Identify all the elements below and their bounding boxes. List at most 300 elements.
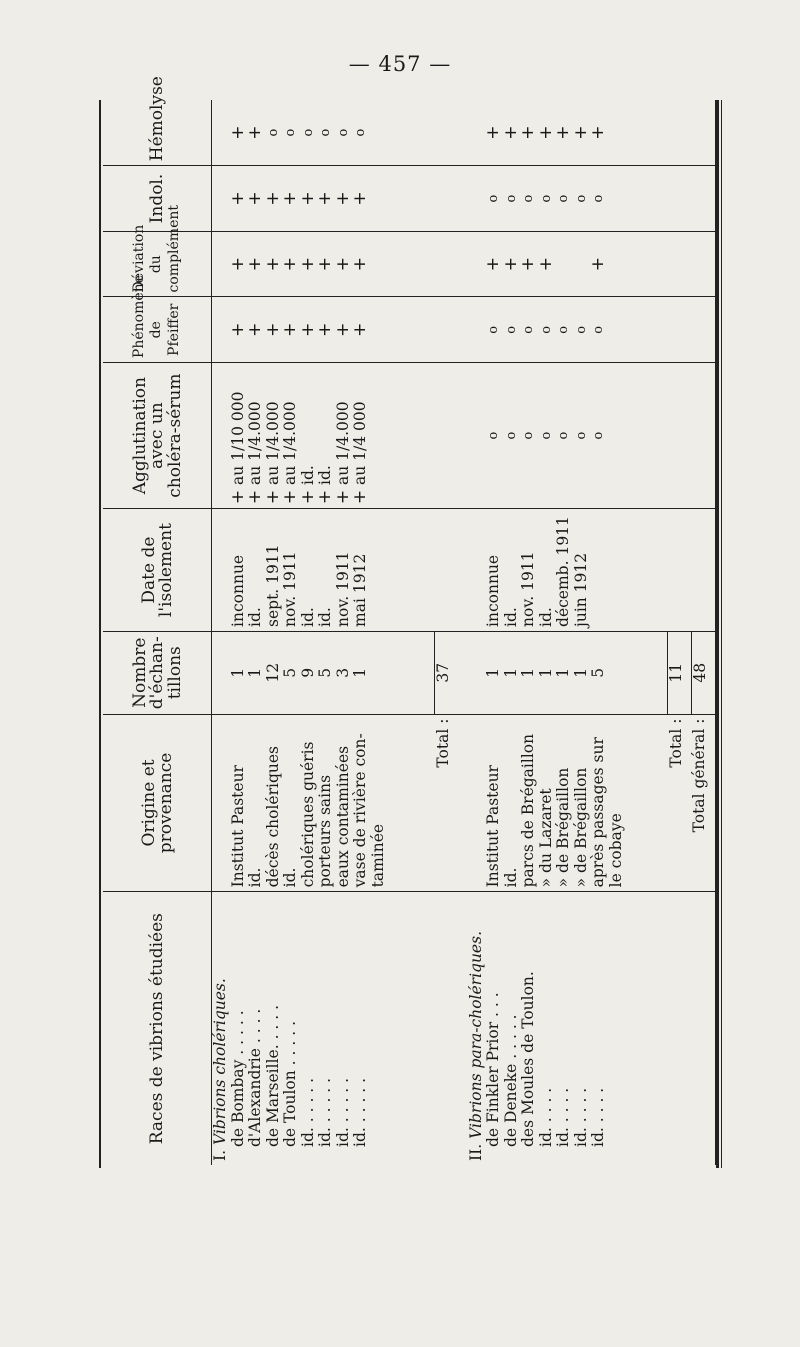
blank-line	[468, 301, 486, 358]
row-deviation: +	[280, 257, 300, 272]
blank-line	[212, 236, 230, 293]
row-indol: +	[350, 191, 370, 206]
row-date: mai 1912	[351, 553, 369, 627]
spacer-cell	[458, 100, 468, 166]
group-row-group2	[468, 100, 668, 1165]
row-deviation: +	[332, 257, 353, 272]
group-row-group1	[212, 100, 435, 1165]
header-origine-line: provenance	[156, 752, 176, 854]
row-race: id. . . . .	[589, 1087, 607, 1147]
blank-line	[370, 513, 388, 627]
blank-line	[212, 513, 230, 627]
agg-sign: +	[315, 489, 335, 505]
row-agglutination: o	[591, 431, 606, 440]
row-race: de Toulon . . . . .	[281, 1020, 299, 1147]
agg-sign: +	[332, 489, 353, 505]
blank-line	[212, 719, 230, 888]
filler-cell	[716, 892, 718, 1165]
header-deviation-line: Déviation	[130, 224, 147, 293]
row-indol: +	[245, 191, 265, 206]
row-date: nov. 1911	[519, 551, 537, 627]
cell-hemolyse	[468, 100, 668, 166]
grand-total-cell	[691, 100, 716, 166]
row-origine: id.	[501, 867, 520, 888]
row-race: id. . . . .	[536, 1087, 555, 1147]
header-deviation	[103, 204, 212, 297]
row-indol: o	[591, 194, 606, 203]
total-cell-races	[668, 892, 691, 1165]
header-date	[103, 509, 212, 632]
blank-line	[370, 636, 388, 710]
row-agglutination: o	[556, 431, 571, 440]
row-indol: o	[573, 194, 589, 203]
row-race: des Moules de Toulon.	[519, 971, 537, 1147]
row-deviation: +	[297, 257, 318, 272]
row-origine: taminée	[368, 823, 387, 888]
blank-line	[468, 513, 486, 627]
row-origine: id.	[281, 867, 299, 888]
grand-total-cell	[691, 509, 716, 632]
row-deviation: +	[227, 257, 248, 272]
row-indol: +	[280, 191, 300, 206]
cell-races	[212, 892, 435, 1165]
row-indol: o	[503, 194, 519, 203]
row-agglutination	[227, 367, 248, 505]
blank-line	[212, 170, 230, 227]
row-origine: décès cholériques	[263, 746, 282, 888]
row-deviation: +	[535, 257, 556, 272]
cell-pfeiffer	[212, 297, 435, 363]
group-title-text: Vibrions para-cholériques.	[466, 931, 485, 1139]
group-title	[468, 896, 486, 1161]
row-date: id.	[501, 607, 520, 627]
row-agglutination	[332, 367, 353, 505]
agg-value: id.	[298, 465, 317, 485]
row-race: id. . . . .	[554, 1087, 572, 1147]
spacer-cell	[458, 363, 468, 509]
row-hemolyse: +	[483, 125, 503, 140]
row-hemolyse: +	[570, 125, 591, 140]
row-race: id. . . . .	[571, 1087, 590, 1147]
header-races-label: Races de vibrions étudiées	[146, 913, 167, 1145]
blank-line	[435, 170, 453, 227]
row-date: id.	[536, 607, 555, 627]
blank-line	[668, 236, 686, 293]
row-agglutination	[352, 367, 370, 504]
blank-line	[668, 170, 686, 227]
blank-line	[691, 236, 709, 293]
blank-line	[691, 896, 709, 1161]
row-nombre: 1	[351, 667, 369, 678]
spacer-cell	[458, 714, 468, 892]
blank-line	[435, 513, 453, 627]
cell-date	[212, 509, 435, 632]
filler-cell	[716, 714, 718, 892]
row-pfeiffer: o	[538, 325, 554, 334]
filler-cell	[716, 363, 718, 509]
total-cell-origine	[435, 714, 458, 892]
row-pfeiffer: +	[227, 322, 248, 337]
row-pfeiffer: o	[591, 325, 606, 334]
blank-line	[608, 170, 626, 227]
cell-nombre	[468, 631, 668, 714]
header-pfeiffer-line: Pfeiffer	[165, 303, 182, 356]
blank-line	[668, 896, 686, 1161]
cell-deviation	[212, 231, 435, 297]
row-race: id. . . . . .	[298, 1077, 317, 1147]
total-cell-nombre	[668, 631, 691, 714]
header-deviation-line: du	[148, 255, 165, 274]
header-races	[103, 892, 212, 1165]
row-origine: » de Brégaillon	[554, 767, 572, 888]
header-agg-line: choléra-sérum	[164, 373, 185, 498]
row-deviation: +	[262, 257, 283, 272]
blank-line	[370, 367, 388, 504]
blank-line	[608, 104, 626, 161]
row-origine: cholériques guéris	[298, 741, 317, 888]
grand-total-cell	[691, 363, 716, 509]
row-origine: » de Brégaillon	[571, 767, 590, 888]
row-date: nov. 1911	[333, 551, 352, 627]
row-hemolyse: +	[518, 125, 538, 140]
spacer-cell	[458, 631, 468, 714]
row-date: id.	[316, 607, 334, 627]
row-origine: vase de rivière con-	[351, 733, 369, 888]
row-hemolyse: o	[300, 128, 316, 137]
header-deviation-line: complément	[165, 204, 182, 293]
blank-line	[468, 170, 486, 227]
spacer-cell	[458, 509, 468, 632]
grand-total-cell	[691, 166, 716, 232]
blank-line	[691, 301, 709, 358]
row-indol: o	[521, 194, 536, 203]
row-pfeiffer: +	[297, 322, 318, 337]
blank-line	[608, 636, 626, 710]
header-nombre-line: tillons	[164, 646, 185, 700]
row-agglutination: o	[573, 431, 589, 440]
row-agglutination	[262, 367, 283, 505]
row-race: id. . . . . .	[351, 1077, 369, 1147]
total-value: 11	[667, 662, 686, 683]
blank-line	[691, 367, 709, 504]
row-hemolyse: o	[318, 128, 333, 137]
row-indol: +	[315, 191, 335, 206]
blank-line	[468, 719, 486, 888]
row-pfeiffer: o	[486, 325, 501, 334]
row-race: de Finkler Prior . . .	[484, 992, 502, 1147]
agg-value: au 1/4.000	[333, 401, 352, 485]
blank-line	[608, 367, 626, 504]
group-title-text: Vibrions cholériques.	[211, 978, 229, 1145]
total-cell-races	[435, 892, 458, 1165]
rotated-table-container	[103, 76, 718, 1165]
row-race: id. . . . . .	[316, 1077, 334, 1147]
total-cell-date	[435, 509, 458, 632]
total-cell-deviation	[668, 231, 691, 297]
blank-line	[212, 367, 230, 504]
page-number: — 457 —	[348, 52, 452, 76]
row-origine: eaux contaminées	[333, 745, 352, 888]
row-date: inconnue	[484, 554, 502, 627]
header-date-line: Date de	[138, 536, 159, 604]
row-deviation: +	[500, 257, 521, 272]
rotated-table	[103, 76, 718, 1165]
row-pfeiffer: +	[262, 322, 283, 337]
row-date	[590, 513, 608, 627]
row-race: de Marseille. . . . .	[263, 1004, 282, 1147]
group-number: II.	[466, 1143, 485, 1161]
filler-cell	[716, 100, 718, 166]
row-race: de Bombay . . . . .	[228, 1010, 247, 1147]
cell-hemolyse	[212, 100, 435, 166]
row-nombre: 5	[589, 667, 607, 678]
row-nombre: 1	[554, 667, 572, 678]
cell-deviation	[468, 231, 668, 297]
header-pfeiffer	[103, 275, 212, 363]
blank-line	[370, 170, 388, 227]
row-pfeiffer: o	[521, 325, 536, 334]
total-cell-hemolyse	[668, 100, 691, 166]
row-pfeiffer: +	[350, 322, 370, 337]
header-row	[103, 100, 212, 1165]
row-deviation: +	[588, 257, 608, 272]
header-indol-line: Indol.	[147, 173, 168, 224]
agg-sign: +	[227, 489, 248, 505]
row-deviation: +	[483, 257, 503, 272]
total-cell-agg	[668, 363, 691, 509]
filler-cell	[716, 297, 718, 363]
row-deviation: +	[315, 257, 335, 272]
row-origine: Institut Pasteur	[228, 765, 247, 888]
row-indol: o	[556, 194, 571, 203]
row-origine: Institut Pasteur	[484, 765, 502, 888]
blank-line	[668, 301, 686, 358]
grand-total-cell	[691, 231, 716, 297]
blank-line	[668, 513, 686, 627]
row-origine: id.	[246, 867, 264, 888]
blank-line	[435, 104, 453, 161]
blank-line	[370, 104, 388, 161]
row-origine: » du Lazaret	[536, 788, 555, 888]
total-value: 37	[434, 662, 453, 683]
row-nombre: 12	[263, 662, 282, 683]
agg-value: au 1/4.000	[246, 401, 264, 485]
total-cell-nombre	[435, 631, 458, 714]
row-nombre: 1	[536, 667, 555, 678]
total-label: Total :	[666, 718, 685, 768]
total-row-group2	[668, 100, 691, 1165]
total-cell-pfeiffer	[435, 297, 458, 363]
total-cell-date	[668, 509, 691, 632]
header-nombre	[103, 631, 212, 714]
blank-line	[668, 367, 686, 504]
row-date: nov. 1911	[281, 551, 299, 627]
blank-line	[370, 896, 388, 1161]
spacer-cell	[458, 297, 468, 363]
cell-indol	[468, 166, 668, 232]
row-date: id.	[246, 607, 264, 627]
row-deviation: +	[350, 257, 370, 272]
filler-cell	[716, 631, 718, 714]
spacer-cell	[458, 166, 468, 232]
row-deviation: +	[245, 257, 265, 272]
blank-line	[468, 367, 486, 504]
cell-agg	[468, 363, 668, 509]
cell-races	[468, 892, 668, 1165]
cell-origine	[212, 714, 435, 892]
row-date: id.	[298, 607, 317, 627]
row-race: d'Alexandrie . . . .	[246, 1008, 264, 1147]
total-cell-indol	[435, 166, 458, 232]
row-pfeiffer: o	[573, 325, 589, 334]
row-hemolyse: o	[353, 128, 368, 137]
row-nombre: 1	[246, 667, 264, 678]
row-nombre: 5	[281, 667, 299, 678]
filler-row	[716, 100, 718, 1165]
row-nombre: 1	[501, 667, 520, 678]
row-nombre: 1	[228, 667, 247, 678]
blank-line	[212, 104, 230, 161]
grand-total-value: 48	[690, 662, 709, 683]
blank-line	[608, 301, 626, 358]
row-nombre: 3	[333, 667, 352, 678]
row-nombre: 1	[571, 667, 590, 678]
row-indol: +	[332, 191, 353, 206]
blank-line	[668, 104, 686, 161]
header-date-line: l'isolement	[156, 523, 176, 618]
agg-sign: +	[245, 489, 265, 505]
agg-value: au 1/4.000	[281, 401, 299, 485]
grand-total-label: Total général :	[690, 718, 709, 833]
row-deviation: +	[518, 257, 538, 272]
row-indol: o	[486, 194, 501, 203]
row-agglutination: o	[521, 431, 536, 440]
group-title	[212, 896, 230, 1161]
row-indol: +	[262, 191, 283, 206]
row-hemolyse: +	[588, 125, 608, 140]
blank-line	[370, 236, 388, 293]
blank-line	[435, 367, 453, 504]
blank-line	[212, 301, 230, 358]
table-frame-left	[99, 100, 101, 1168]
row-race: id. . . . . .	[333, 1077, 352, 1147]
filler-cell	[716, 166, 718, 232]
row-pfeiffer: o	[503, 325, 519, 334]
total-cell-hemolyse	[435, 100, 458, 166]
vibrion-table	[103, 76, 718, 1165]
row-agglutination	[282, 367, 300, 504]
header-agglutination	[103, 363, 212, 509]
row-race: de Deneke . . . . .	[501, 1014, 520, 1147]
row-nombre: 1	[519, 667, 537, 678]
blank-line	[691, 104, 709, 161]
spacer-cell	[458, 231, 468, 297]
header-pfeiffer-line: de	[148, 321, 165, 339]
row-agglutination: o	[503, 431, 519, 440]
header-agg-line: Agglutination	[129, 377, 150, 495]
blank-line	[435, 896, 453, 1161]
header-nombre-line: Nombre	[129, 637, 150, 708]
grand-total-cell	[691, 892, 716, 1165]
total-cell-agg	[435, 363, 458, 509]
row-deviation	[555, 236, 573, 293]
total-cell-deviation	[435, 231, 458, 297]
blank-line	[435, 301, 453, 358]
row-agglutination	[297, 367, 318, 505]
cell-origine	[468, 714, 668, 892]
blank-line	[370, 301, 388, 358]
row-hemolyse: o	[283, 128, 298, 137]
agg-sign: +	[297, 489, 318, 505]
row-hemolyse: +	[535, 125, 556, 140]
row-date: décemb. 1911	[554, 516, 572, 627]
row-pfeiffer: o	[556, 325, 571, 334]
header-agg-line: avec un	[147, 402, 168, 469]
blank-line	[691, 170, 709, 227]
row-agglutination	[317, 367, 335, 504]
group-number: I.	[211, 1149, 229, 1161]
row-hemolyse: +	[553, 125, 573, 140]
row-origine: le cobaye	[606, 813, 625, 888]
table-frame-right-thin	[721, 100, 722, 1168]
row-pfeiffer: +	[280, 322, 300, 337]
blank-line	[608, 513, 626, 627]
header-hemolyse-line: Hémolyse	[147, 76, 168, 162]
row-hemolyse: o	[265, 128, 281, 137]
header-origine	[103, 714, 212, 892]
row-nombre: 5	[316, 667, 334, 678]
row-hemolyse: +	[500, 125, 521, 140]
row-origine: après passages sur	[589, 737, 607, 888]
row-agglutination: o	[538, 431, 554, 440]
row-origine: parcs de Brégaillon	[519, 733, 537, 888]
agg-value: au 1/4.000	[263, 401, 282, 485]
row-indol: o	[538, 194, 554, 203]
grand-total-cell	[691, 297, 716, 363]
cell-agg	[212, 363, 435, 509]
agg-value: au 1/10 000	[228, 391, 247, 485]
cell-nombre	[212, 631, 435, 714]
row-agglutination: o	[486, 431, 501, 440]
agg-sign: +	[350, 489, 370, 505]
row-indol: +	[297, 191, 318, 206]
agg-sign: +	[262, 489, 283, 505]
agg-value: au 1/4 000	[351, 401, 369, 485]
table-body	[212, 100, 719, 1165]
cell-indol	[212, 166, 435, 232]
row-date: inconnue	[228, 554, 247, 627]
header-nombre-line: d'échan-	[147, 636, 168, 710]
row-hemolyse: +	[245, 125, 265, 140]
header-origine-line: Origine et	[138, 759, 159, 847]
grand-total-cell	[691, 714, 716, 892]
header-hemolyse	[103, 76, 212, 166]
row-origine: porteurs sains	[316, 774, 334, 888]
row-date: sept. 1911	[263, 544, 282, 627]
row-hemolyse: o	[335, 128, 351, 137]
row-date: juin 1912	[571, 552, 590, 627]
row-pfeiffer: +	[332, 322, 353, 337]
total-label: Total :	[433, 718, 452, 768]
row-hemolyse: +	[227, 125, 248, 140]
grand-total-row	[691, 100, 716, 1165]
row-pfeiffer: +	[245, 322, 265, 337]
header-indol	[103, 166, 212, 232]
blank-line	[468, 636, 486, 710]
blank-line	[212, 636, 230, 710]
filler-cell	[716, 231, 718, 297]
cell-pfeiffer	[468, 297, 668, 363]
